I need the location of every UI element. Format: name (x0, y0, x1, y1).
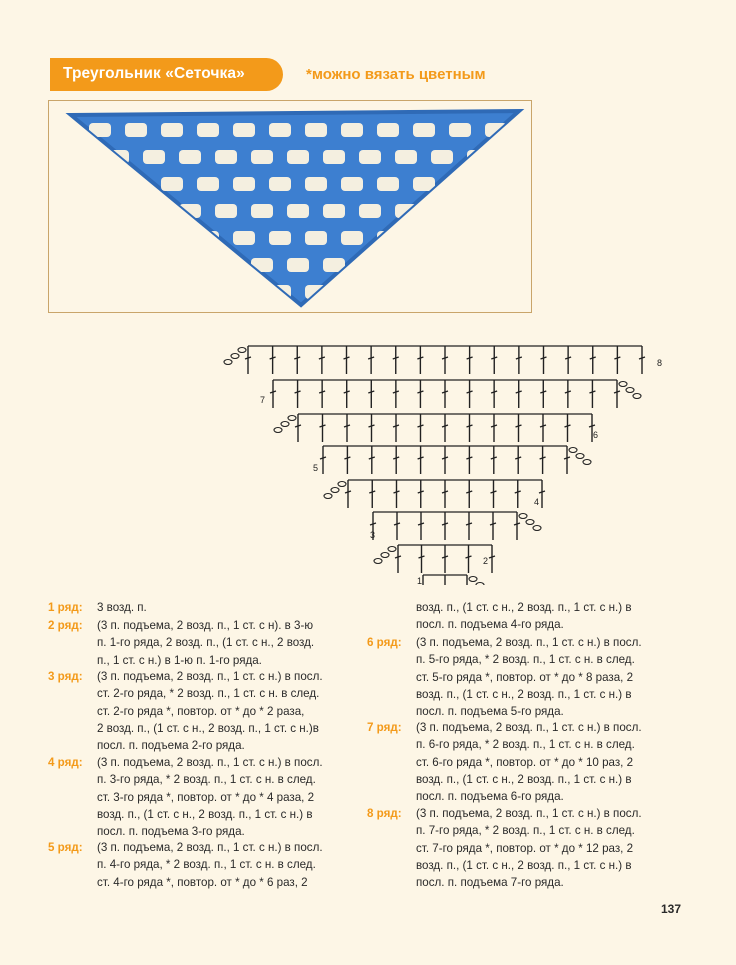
row-label: 6 ряд: (367, 636, 402, 649)
stitch-bar (442, 425, 448, 427)
chain-oval (288, 416, 296, 421)
chain-oval (231, 354, 239, 359)
row-number: 8 (657, 358, 663, 368)
instruction-line: (3 п. подъема, 2 возд. п., 1 ст. с н). в 3-ю (97, 619, 314, 632)
mesh-hole (107, 204, 129, 218)
stitch-bar (639, 357, 645, 359)
stitch-bar (393, 457, 399, 459)
mesh-hole (449, 231, 471, 245)
instruction-line: ст. 5-го ряда *, повтор. от * до * 8 раза, 2 (416, 670, 634, 684)
instruction-line: п. 6-го ряда, * 2 возд. п., 1 ст. с н. в след. (416, 738, 635, 752)
stitch-bar (393, 425, 399, 427)
instruction-line: возд. п., (1 ст. с н., 2 возд. п., 1 ст. с н.) в (416, 601, 632, 614)
mesh-hole (485, 285, 507, 299)
stitch-bar (319, 357, 325, 359)
mesh-hole (377, 123, 399, 137)
instruction-line: (3 п. подъема, 2 возд. п., 1 ст. с н.) в посл. (416, 636, 642, 649)
chain-oval (338, 482, 346, 487)
stitch-bar (565, 425, 571, 427)
chain-oval (381, 553, 389, 558)
mesh-hole (215, 258, 237, 272)
mesh-hole (521, 177, 530, 191)
mesh-hole (161, 285, 183, 299)
mesh-hole (341, 285, 363, 299)
mesh-hole (233, 231, 255, 245)
instruction-line: п. 1-го ряда, 2 возд. п., (1 ст. с н., 2 возд. (97, 636, 315, 650)
chain-oval (374, 559, 382, 564)
stitch-bar (516, 391, 522, 393)
row-number: 7 (260, 395, 266, 405)
stitch-bar (540, 457, 546, 459)
mesh-hole (503, 150, 525, 164)
mesh-hole (269, 123, 291, 137)
stitch-bar (490, 523, 496, 525)
stitch-bar (320, 457, 326, 459)
mesh-hole (305, 177, 327, 191)
stitch-bar (589, 391, 595, 393)
stitch-bar (345, 491, 351, 493)
instruction-line: посл. п. подъема 7-го ряда. (416, 876, 564, 890)
mesh-hole (341, 231, 363, 245)
stitch-bar (516, 425, 522, 427)
stitch-bar (614, 391, 620, 393)
chain-oval (331, 488, 339, 493)
mesh-hole (305, 123, 327, 137)
mesh-hole (251, 204, 273, 218)
mesh-hole (449, 177, 471, 191)
mesh-hole (161, 177, 183, 191)
mesh-hole (269, 231, 291, 245)
stitch-bar (491, 357, 497, 359)
row-label: 1 ряд: (48, 601, 83, 614)
stitch-bar (614, 357, 620, 359)
mesh-hole (179, 204, 201, 218)
mesh-hole (287, 258, 309, 272)
mesh-hole (431, 150, 453, 164)
stitch-bar (590, 357, 596, 359)
instruction-line: п., 1 ст. с н.) в 1-ю п. 1-го ряда. (97, 653, 262, 667)
mesh-hole (341, 123, 363, 137)
stitch-bar (344, 425, 350, 427)
row-label: 3 ряд: (48, 670, 83, 683)
stitch-bar (540, 391, 546, 393)
row-number: 2 (483, 556, 489, 566)
row-number: 3 (370, 530, 376, 540)
instruction-line: п. 5-го ряда, * 2 возд. п., 1 ст. с н. в след. (416, 653, 635, 667)
stitch-bar (245, 357, 251, 359)
row-number: 4 (534, 497, 540, 507)
stitch-bar (319, 391, 325, 393)
mesh-hole (359, 150, 381, 164)
chain-oval (274, 428, 282, 433)
mesh-hole (503, 204, 525, 218)
instruction-line: п. 3-го ряда, * 2 возд. п., 1 ст. с н. в след. (97, 773, 316, 787)
mesh-hole (413, 123, 435, 137)
stitch-bar (417, 357, 423, 359)
stitch-bar (394, 491, 400, 493)
stitch-bar (270, 391, 276, 393)
stitch-bar (295, 391, 301, 393)
stitch-bar (515, 457, 521, 459)
stitch-bar (466, 556, 472, 558)
stitch-bar (370, 523, 376, 525)
mesh-hole (233, 177, 255, 191)
stitch-bar (467, 357, 473, 359)
mesh-hole (107, 258, 129, 272)
stitch-bar (466, 491, 472, 493)
stitch-bar (344, 357, 350, 359)
stitch-bar (491, 457, 497, 459)
mesh-hole (503, 258, 525, 272)
mesh-hole (197, 177, 219, 191)
stitch-bar (466, 523, 472, 525)
stitch-bar (467, 425, 473, 427)
instruction-text (416, 719, 642, 805)
instruction-line: ст. 6-го ряда *, повтор. от * до * 10 раз, 2 (416, 755, 634, 769)
mesh-hole (233, 285, 255, 299)
instruction-line: возд. п., (1 ст. с н., 2 возд. п., 1 ст. с н.) в (416, 772, 632, 786)
mesh-hole (521, 285, 530, 299)
stitch-bar (393, 391, 399, 393)
mesh-hole (179, 258, 201, 272)
stitch-bar (516, 357, 522, 359)
title-banner (50, 58, 283, 91)
instruction-line: посл. п. подъема 6-го ряда. (416, 790, 564, 804)
mesh-hole (323, 204, 345, 218)
instruction-line: возд. п., (1 ст. с н., 2 возд. п., 1 ст. с н.) в (97, 807, 313, 821)
mesh-hole (125, 177, 147, 191)
mesh-hole (125, 123, 147, 137)
instruction-line: ст. 3-го ряда *, повтор. от * до * 4 раза, 2 (97, 790, 315, 804)
stitch-bar (394, 523, 400, 525)
mesh-hole (377, 231, 399, 245)
instruction-text (416, 805, 642, 891)
instruction-text (97, 668, 323, 754)
chain-oval (526, 520, 534, 525)
mesh-hole (467, 204, 489, 218)
mesh-hole (215, 204, 237, 218)
mesh-hole (431, 258, 453, 272)
stitch-bar (491, 491, 497, 493)
chain-oval (281, 422, 289, 427)
instruction-line: (3 п. подъема, 2 возд. п., 1 ст. с н.) в посл. (97, 756, 323, 769)
stitch-bar (369, 491, 375, 493)
instruction-line: ст. 2-го ряда *, повтор. от * до * 2 раза, (97, 704, 305, 718)
mesh-hole (359, 258, 381, 272)
mesh-hole (377, 177, 399, 191)
stitch-bar (344, 391, 350, 393)
stitch-bar (419, 556, 425, 558)
mesh-hole (485, 177, 507, 191)
mesh-hole (89, 285, 111, 299)
stitch-bar (491, 425, 497, 427)
mesh-hole (251, 150, 273, 164)
mesh-hole (233, 123, 255, 137)
photo-frame (48, 100, 532, 313)
mesh-hole (143, 150, 165, 164)
instruction-line: ст. 2-го ряда, * 2 возд. п., 1 ст. с н. в след. (97, 687, 320, 701)
mesh-hole (395, 258, 417, 272)
stitch-bar (369, 457, 375, 459)
stitch-bar (368, 391, 374, 393)
mesh-hole (89, 231, 111, 245)
mesh-hole (341, 177, 363, 191)
instruction-text (416, 634, 642, 720)
stitch-bar (442, 491, 448, 493)
stitch-bar (294, 357, 300, 359)
stitch-bar (418, 491, 424, 493)
stitch-bar (442, 391, 448, 393)
mesh-hole (197, 285, 219, 299)
chain-oval (626, 388, 634, 393)
row-label: 5 ряд: (48, 841, 83, 854)
instruction-line: (3 п. подъема, 2 возд. п., 1 ст. с н.) в посл. (416, 807, 642, 820)
stitch-bar (442, 357, 448, 359)
mesh-hole (413, 231, 435, 245)
instruction-text (97, 754, 323, 840)
mesh-hole (143, 204, 165, 218)
stitch-bar (295, 425, 301, 427)
stitch-bar (514, 523, 520, 525)
stitch-bar (467, 391, 473, 393)
stitch-bar (589, 425, 595, 427)
chain-oval (569, 448, 577, 453)
stitch-bar (270, 357, 276, 359)
page-title: Треугольник «Сеточка» (63, 65, 245, 82)
mesh-hole (359, 204, 381, 218)
mesh-hole (449, 285, 471, 299)
shawl-photo (49, 101, 530, 311)
stitch-bar (565, 391, 571, 393)
stitch-bar (442, 523, 448, 525)
instruction-line: (3 п. подъема, 2 возд. п., 1 ст. с н.) в посл. (97, 841, 323, 854)
instruction-line: (3 п. подъема, 2 возд. п., 1 ст. с н.) в посл. (97, 670, 323, 683)
mesh-hole (449, 123, 471, 137)
row-label: 4 ряд: (48, 756, 83, 769)
mesh-hole (305, 231, 327, 245)
chain-oval (469, 577, 477, 582)
stitch-bar (344, 457, 350, 459)
instruction-line: посл. п. подъема 2-го ряда. (97, 739, 245, 753)
mesh-hole (161, 123, 183, 137)
row-number: 1 (417, 576, 423, 585)
instruction-line: 3 возд. п. (97, 601, 147, 614)
mesh-hole (521, 123, 530, 137)
row-label: 8 ряд: (367, 807, 402, 820)
instruction-line: посл. п. подъема 5-го ряда. (416, 705, 564, 719)
stitch-bar (515, 491, 521, 493)
chain-oval (224, 360, 232, 365)
chain-oval (388, 547, 396, 552)
stitch-bar (417, 391, 423, 393)
mesh-hole (323, 150, 345, 164)
mesh-hole (125, 231, 147, 245)
stitch-bar (466, 457, 472, 459)
color-note: *можно вязать цветным (306, 66, 486, 83)
mesh-hole (143, 258, 165, 272)
page-number: 137 (661, 902, 682, 916)
instruction-line: возд. п., (1 ст. с н., 2 возд. п., 1 ст. с н.) в (416, 687, 632, 701)
mesh-hole (89, 177, 111, 191)
instruction-text (97, 839, 323, 891)
stitch-bar (564, 457, 570, 459)
mesh-hole (125, 285, 147, 299)
mesh-hole (215, 150, 237, 164)
stitch-bar (539, 491, 545, 493)
stitch-bar (491, 391, 497, 393)
stitch-bar (369, 425, 375, 427)
instruction-line: ст. 7-го ряда *, повтор. от * до * 12 раз, 2 (416, 841, 634, 855)
instruction-text (416, 599, 631, 634)
chain-oval (324, 494, 332, 499)
stitch-bar (565, 357, 571, 359)
stitch-bar (442, 556, 448, 558)
instruction-line: посл. п. подъема 4-го ряда. (416, 618, 564, 632)
chain-oval (576, 454, 584, 459)
stitch-bar (395, 556, 401, 558)
mesh-hole (521, 231, 530, 245)
mesh-hole (197, 231, 219, 245)
chain-oval (619, 382, 627, 387)
mesh-hole (179, 150, 201, 164)
row-number: 6 (593, 430, 599, 440)
mesh-hole (287, 204, 309, 218)
stitch-bar (442, 457, 448, 459)
instruction-text (97, 617, 314, 669)
mesh-hole (431, 204, 453, 218)
instruction-line: возд. п., (1 ст. с н., 2 возд. п., 1 ст. с н.) в (416, 858, 632, 872)
row-label: 2 ряд: (48, 619, 83, 632)
mesh-hole (395, 150, 417, 164)
stitch-bar (418, 523, 424, 525)
stitch-bar (393, 357, 399, 359)
mesh-hole (251, 258, 273, 272)
mesh-hole (197, 123, 219, 137)
instruction-line: ст. 4-го ряда *, повтор. от * до * 6 раз, 2 (97, 875, 308, 889)
mesh-hole (413, 285, 435, 299)
mesh-hole (287, 150, 309, 164)
row-number: 5 (313, 463, 319, 473)
stitch-bar (540, 425, 546, 427)
chain-oval (533, 526, 541, 531)
chain-oval (633, 394, 641, 399)
stitch-bar (368, 357, 374, 359)
instruction-line: п. 4-го ряда, * 2 возд. п., 1 ст. с н. в след. (97, 858, 316, 872)
chain-oval (238, 348, 246, 353)
mesh-hole (161, 231, 183, 245)
crochet-chart (220, 330, 670, 585)
mesh-hole (269, 285, 291, 299)
mesh-hole (467, 258, 489, 272)
instruction-line: (3 п. подъема, 2 возд. п., 1 ст. с н.) в посл. (416, 721, 642, 734)
chain-oval (519, 514, 527, 519)
stitch-bar (418, 425, 424, 427)
row-label: 7 ряд: (367, 721, 402, 734)
stitch-bar (489, 556, 495, 558)
stitch-bar (418, 457, 424, 459)
mesh-hole (485, 231, 507, 245)
chain-oval (476, 583, 484, 586)
instruction-text (97, 599, 147, 616)
chain-oval (583, 460, 591, 465)
instruction-line: п. 7-го ряда, * 2 возд. п., 1 ст. с н. в след. (416, 824, 635, 838)
stitch-bar (541, 357, 547, 359)
stitch-bar (320, 425, 326, 427)
instruction-line: 2 возд. п., (1 ст. с н., 2 возд. п., 1 ст. с н.)в (97, 721, 319, 735)
instruction-line: посл. п. подъема 3-го ряда. (97, 825, 245, 839)
mesh-hole (269, 177, 291, 191)
mesh-hole (377, 285, 399, 299)
